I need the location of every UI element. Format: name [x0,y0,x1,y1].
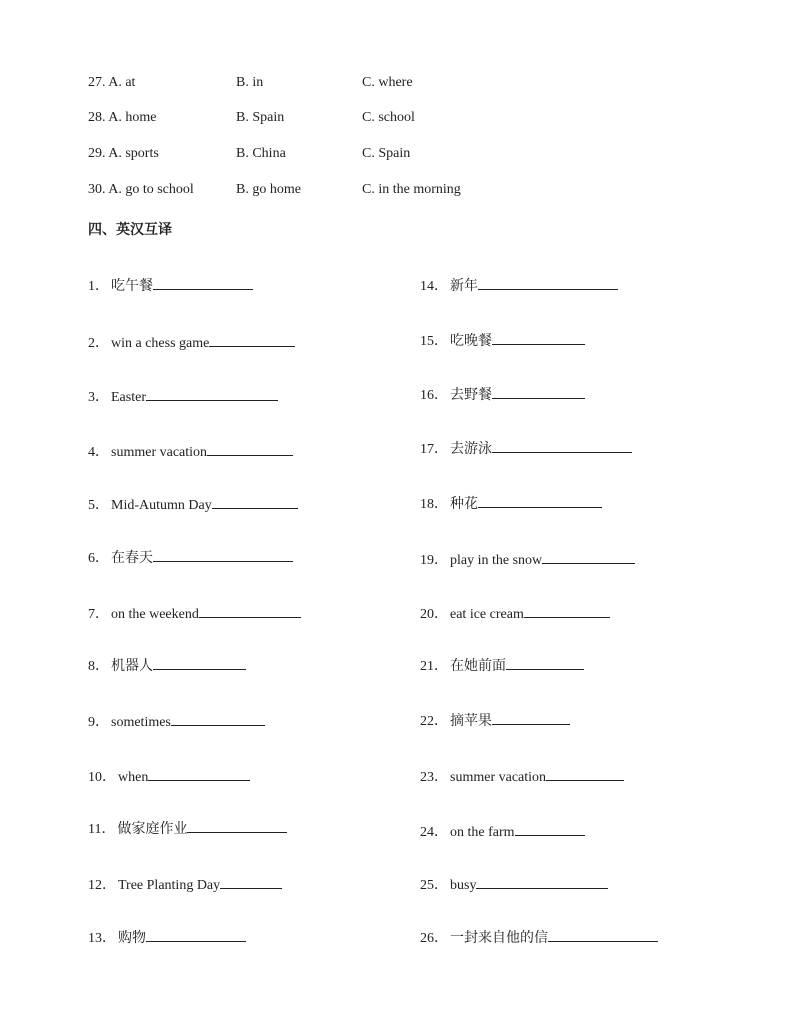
item-text: summer vacation [111,445,208,460]
choice-row [0,146,794,166]
item-text: 摘苹果 [450,713,492,729]
answer-blank[interactable] [542,549,635,564]
translation-item [420,549,635,569]
item-text: 吃午餐 [111,278,153,294]
option-b: B. China [236,146,286,161]
item-number: 17． [420,442,448,457]
option-b: B. go home [236,182,301,197]
translation-item [88,874,282,894]
translation-item [420,927,658,947]
item-number: 10． [88,770,116,785]
item-text: on the farm [450,825,515,840]
translation-item [88,711,265,731]
item-text: Tree Planting Day [118,878,221,893]
answer-blank[interactable] [148,766,250,781]
translation-item [420,330,585,350]
choice-row [0,182,794,202]
item-text: 做家庭作业 [117,821,188,837]
item-number: 23． [420,770,448,785]
item-text: 机器人 [111,658,153,674]
answer-blank[interactable] [492,438,632,453]
translation-item [420,874,608,894]
item-number: 6． [88,551,109,566]
item-number: 9． [88,715,109,730]
item-text: 一封来自他的信 [450,930,548,946]
choice-row [0,75,794,95]
answer-blank[interactable] [476,874,608,889]
option-c: C. in the morning [362,182,461,197]
item-number: 2． [88,336,109,351]
option-b: B. in [236,75,264,90]
item-number: 8． [88,659,109,674]
item-number: 4． [88,445,109,460]
answer-blank[interactable] [492,384,585,399]
item-text: 购物 [118,930,146,946]
option-b: B. Spain [236,110,285,125]
option-a: 28. A. home [88,110,157,125]
item-number: 26． [420,931,448,946]
answer-blank[interactable] [171,711,265,726]
item-text: 种花 [450,496,478,512]
item-number: 21． [420,659,448,674]
item-number: 7． [88,607,109,622]
item-text: 在她前面 [450,658,506,674]
item-number: 19． [420,553,448,568]
option-a: 27. A. at [88,75,136,90]
section-title: 四、英汉互译 [88,222,172,238]
answer-blank[interactable] [153,275,253,290]
item-text: busy [450,878,477,893]
translation-item [88,494,298,514]
answer-blank[interactable] [492,710,570,725]
answer-blank[interactable] [548,927,658,942]
option-c: C. school [362,110,415,125]
translation-item [88,766,250,786]
translation-item [420,275,618,295]
item-text: sometimes [111,715,171,730]
option-a: 30. A. go to school [88,182,194,197]
translation-item [420,603,610,623]
translation-item [88,655,246,675]
item-text: when [118,770,149,785]
item-number: 1． [88,279,109,294]
answer-blank[interactable] [515,821,585,836]
answer-blank[interactable] [199,603,301,618]
choice-row [0,110,794,130]
translation-item [420,655,584,675]
answer-blank[interactable] [506,655,584,670]
item-text: eat ice cream [450,607,524,622]
answer-blank[interactable] [492,330,585,345]
answer-blank[interactable] [220,874,282,889]
option-c: C. where [362,75,413,90]
answer-blank[interactable] [207,441,293,456]
item-number: 14． [420,279,448,294]
item-number: 11． [88,822,116,837]
answer-blank[interactable] [524,603,610,618]
option-c: C. Spain [362,146,411,161]
item-text: Easter [111,390,146,405]
item-number: 22． [420,714,448,729]
answer-blank[interactable] [209,332,295,347]
item-text: 吃晚餐 [450,333,492,349]
translation-item [420,384,585,404]
translation-item [88,818,287,838]
translation-item [420,766,624,786]
translation-item [88,603,301,623]
item-number: 25． [420,878,448,893]
answer-blank[interactable] [212,494,298,509]
answer-blank[interactable] [153,547,293,562]
translation-item [88,386,278,406]
item-text: 去野餐 [450,387,492,403]
translation-item [88,275,253,295]
item-number: 20． [420,607,448,622]
answer-blank[interactable] [478,275,618,290]
item-text: summer vacation [450,770,547,785]
translation-item [88,332,295,352]
translation-item [420,493,602,513]
item-number: 18． [420,497,448,512]
answer-blank[interactable] [146,927,246,942]
item-number: 13． [88,931,116,946]
answer-blank[interactable] [146,386,278,401]
item-number: 15． [420,334,448,349]
translation-item [88,441,293,461]
item-text: win a chess game [111,336,210,351]
item-text: 去游泳 [450,441,492,457]
item-text: play in the snow [450,553,543,568]
option-a: 29. A. sports [88,146,159,161]
answer-blank[interactable] [187,818,287,833]
item-text: 新年 [450,278,478,294]
translation-item [88,547,293,567]
item-text: Mid-Autumn Day [111,498,212,513]
item-number: 5． [88,498,109,513]
item-number: 12． [88,878,116,893]
translation-item [88,927,246,947]
answer-blank[interactable] [478,493,602,508]
item-number: 24． [420,825,448,840]
item-text: 在春天 [111,550,153,566]
translation-item [420,710,570,730]
item-number: 3． [88,390,109,405]
translation-item [420,438,632,458]
answer-blank[interactable] [546,766,624,781]
translation-item [420,821,585,841]
answer-blank[interactable] [153,655,246,670]
item-text: on the weekend [111,607,199,622]
item-number: 16． [420,388,448,403]
